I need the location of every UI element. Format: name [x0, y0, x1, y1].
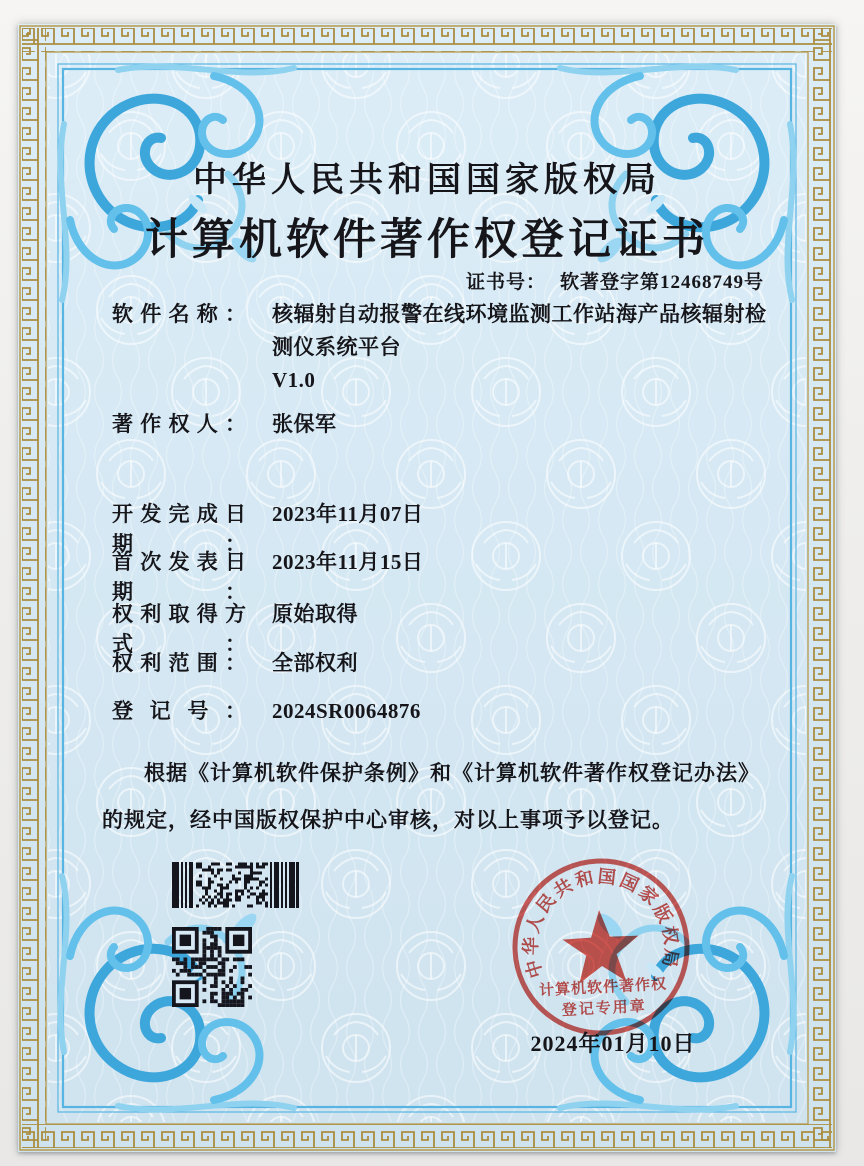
acquisition-method-label: 权利取得方式：	[112, 602, 246, 656]
field-row-copyright-owner	[112, 408, 770, 441]
copyright-owner-label: 著作权人：	[112, 412, 246, 436]
certificate-number	[466, 267, 764, 294]
registration-number-value: 2024SR0064876	[272, 699, 421, 723]
software-version: V1.0	[272, 368, 316, 392]
completion-date-label: 开发完成日期：	[112, 502, 246, 556]
registration-number-label: 登记号：	[112, 699, 246, 723]
seal-inner-line2: 登记专用章	[561, 998, 648, 1020]
certificate-body	[18, 24, 836, 1152]
qr-code-icon	[172, 927, 252, 1007]
certificate-title: 计算机软件著作权登记证书	[145, 217, 709, 264]
seal-inner-line1: 计算机软件著作权	[538, 976, 668, 1000]
rights-scope-value: 全部权利	[272, 651, 358, 675]
software-name-value	[272, 298, 770, 397]
software-name-text: 核辐射自动报警在线环境监测工作站海产品核辐射检测仪系统平台	[272, 302, 767, 359]
official-seal	[496, 842, 706, 1052]
first-publication-date-label: 首次发表日期：	[112, 550, 246, 604]
acquisition-method-value: 原始取得	[272, 602, 358, 626]
issue-date: 2024年01月10日	[530, 1031, 696, 1056]
certificate-number-label: 证书号：	[465, 272, 546, 293]
field-row-rights-scope	[112, 647, 770, 680]
certificate-number-value: 软著登字第12468749号	[559, 272, 764, 293]
rights-scope-label: 权利范围：	[112, 651, 246, 675]
issuer-title: 中华人民共和国国家版权局	[193, 162, 661, 199]
field-row-first-publication-date	[112, 546, 770, 606]
completion-date-value: 2023年11月07日	[272, 502, 424, 526]
copyright-owner-value: 张保军	[272, 412, 337, 436]
star-icon	[561, 908, 641, 984]
barcode-icon	[172, 862, 299, 908]
registration-statement: 根据《计算机软件保护条例》和《计算机软件著作权登记办法》的规定，经中国版权保护中心审核，对以上事项予以登记。	[102, 761, 760, 832]
software-name-label: 软件名称：	[112, 302, 246, 326]
first-publication-date-value: 2023年11月15日	[272, 550, 424, 574]
field-row-registration-number	[112, 695, 770, 728]
field-row-software-name	[112, 298, 770, 397]
seal-ring-text: 中华人民共和国国家版权局	[520, 866, 682, 981]
